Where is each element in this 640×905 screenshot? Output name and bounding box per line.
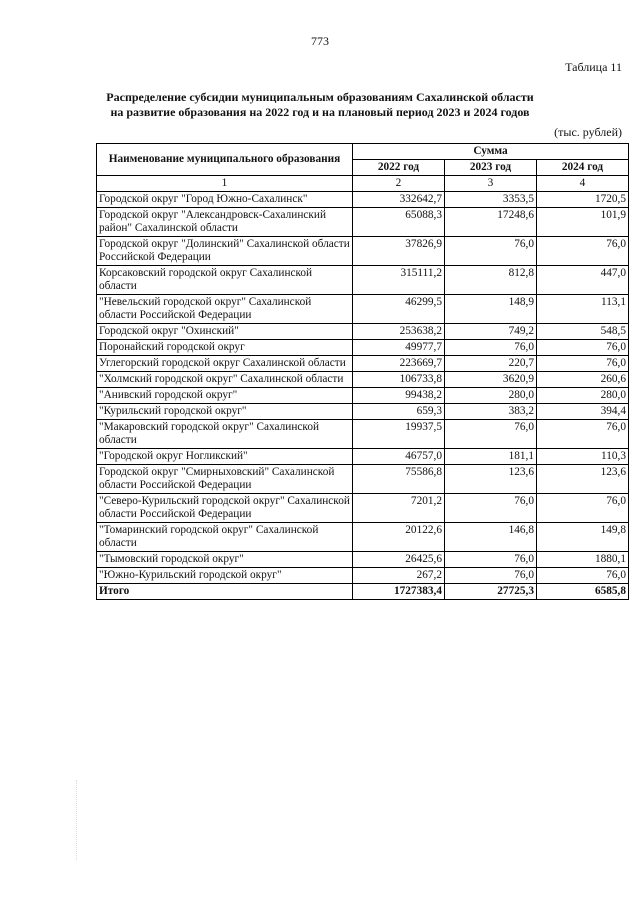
table-row (97, 449, 629, 465)
table-row (97, 324, 629, 340)
amount-2024: 447,0 (537, 266, 629, 295)
table-body (97, 192, 629, 600)
amount-2024: 101,9 (537, 208, 629, 237)
amount-2023: 76,0 (445, 568, 537, 584)
title-line-2: на развитие образования на 2022 год и на плановый период 2023 и 2024 годов (110, 105, 530, 119)
amount-2023: 76,0 (445, 420, 537, 449)
municipality-name: Городской округ "Охинский" (97, 324, 353, 340)
total-row (97, 584, 629, 600)
amount-2023: 76,0 (445, 237, 537, 266)
column-index: 4 (537, 176, 629, 192)
amount-2022: 20122,6 (353, 523, 445, 552)
amount-2023: 220,7 (445, 356, 537, 372)
amount-2024: 76,0 (537, 237, 629, 266)
header-sum-column: Сумма (353, 144, 629, 160)
amount-2022: 49977,7 (353, 340, 445, 356)
table-row (97, 208, 629, 237)
municipality-name: "Северо-Курильский городской округ" Сахалинской области Российской Федерации (97, 494, 353, 523)
total-2022: 1727383,4 (353, 584, 445, 600)
amount-2023: 76,0 (445, 494, 537, 523)
total-2023: 27725,3 (445, 584, 537, 600)
amount-2024: 394,4 (537, 404, 629, 420)
municipality-name: Поронайский городской округ (97, 340, 353, 356)
municipality-name: Городской округ "Александровск-Сахалинский район" Сахалинской области (97, 208, 353, 237)
column-index: 3 (445, 176, 537, 192)
units-label: (тыс. рублей) (554, 125, 622, 139)
amount-2022: 267,2 (353, 568, 445, 584)
amount-2022: 659,3 (353, 404, 445, 420)
amount-2022: 46299,5 (353, 295, 445, 324)
municipality-name: "Южно-Курильский городской округ" (97, 568, 353, 584)
amount-2024: 1880,1 (537, 552, 629, 568)
amount-2022: 46757,0 (353, 449, 445, 465)
table-row (97, 523, 629, 552)
municipality-name: "Городской округ Ногликский" (97, 449, 353, 465)
amount-2023: 76,0 (445, 340, 537, 356)
table-row (97, 372, 629, 388)
amount-2024: 110,3 (537, 449, 629, 465)
amount-2023: 812,8 (445, 266, 537, 295)
table-row (97, 266, 629, 295)
amount-2023: 181,1 (445, 449, 537, 465)
column-index: 1 (97, 176, 353, 192)
municipality-name: "Тымовский городской округ" (97, 552, 353, 568)
document-title (0, 90, 640, 120)
scan-margin-line (76, 780, 78, 860)
subsidy-table (96, 143, 629, 600)
amount-2022: 99438,2 (353, 388, 445, 404)
page-number: 773 (311, 34, 329, 48)
table-row (97, 404, 629, 420)
amount-2022: 253638,2 (353, 324, 445, 340)
amount-2022: 106733,8 (353, 372, 445, 388)
table-label: Таблица 11 (565, 60, 622, 74)
header-year-2023: 2023 год (445, 160, 537, 176)
amount-2024: 76,0 (537, 568, 629, 584)
amount-2024: 76,0 (537, 340, 629, 356)
table-row (97, 568, 629, 584)
column-index: 2 (353, 176, 445, 192)
municipality-name: Корсаковский городской округ Сахалинской области (97, 266, 353, 295)
table-row (97, 388, 629, 404)
amount-2022: 7201,2 (353, 494, 445, 523)
table-row (97, 494, 629, 523)
amount-2024: 76,0 (537, 420, 629, 449)
table-row (97, 295, 629, 324)
amount-2022: 19937,5 (353, 420, 445, 449)
table-row (97, 465, 629, 494)
table-row (97, 420, 629, 449)
municipality-name: Углегорский городской округ Сахалинской области (97, 356, 353, 372)
municipality-name: "Макаровский городской округ" Сахалинской области (97, 420, 353, 449)
table-row (97, 552, 629, 568)
amount-2022: 332642,7 (353, 192, 445, 208)
header-year-2022: 2022 год (353, 160, 445, 176)
municipality-name: "Томаринский городской округ" Сахалинской области (97, 523, 353, 552)
municipality-name: "Невельский городской округ" Сахалинской области Российской Федерации (97, 295, 353, 324)
municipality-name: "Курильский городской округ" (97, 404, 353, 420)
amount-2023: 76,0 (445, 552, 537, 568)
table-row (97, 192, 629, 208)
municipality-name: Городской округ "Город Южно-Сахалинск" (97, 192, 353, 208)
amount-2022: 75586,8 (353, 465, 445, 494)
header-name-column: Наименование муниципального образования (97, 144, 353, 176)
amount-2023: 123,6 (445, 465, 537, 494)
amount-2024: 548,5 (537, 324, 629, 340)
amount-2024: 76,0 (537, 494, 629, 523)
amount-2024: 149,8 (537, 523, 629, 552)
municipality-name: "Холмский городской округ" Сахалинской области (97, 372, 353, 388)
amount-2023: 148,9 (445, 295, 537, 324)
amount-2023: 383,2 (445, 404, 537, 420)
title-line-1: Распределение субсидии муниципальным образованиям Сахалинской области (106, 90, 534, 104)
total-2024: 6585,8 (537, 584, 629, 600)
amount-2023: 749,2 (445, 324, 537, 340)
amount-2023: 146,8 (445, 523, 537, 552)
amount-2024: 280,0 (537, 388, 629, 404)
amount-2024: 113,1 (537, 295, 629, 324)
amount-2022: 37826,9 (353, 237, 445, 266)
amount-2024: 1720,5 (537, 192, 629, 208)
amount-2022: 315111,2 (353, 266, 445, 295)
amount-2023: 3620,9 (445, 372, 537, 388)
amount-2023: 280,0 (445, 388, 537, 404)
amount-2024: 76,0 (537, 356, 629, 372)
amount-2022: 223669,7 (353, 356, 445, 372)
total-label: Итого (97, 584, 353, 600)
table-row (97, 356, 629, 372)
table-row (97, 237, 629, 266)
municipality-name: "Анивский городской округ" (97, 388, 353, 404)
amount-2023: 17248,6 (445, 208, 537, 237)
municipality-name: Городской округ "Смирныховский" Сахалинской области Российской Федерации (97, 465, 353, 494)
municipality-name: Городской округ "Долинский" Сахалинской области Российской Федерации (97, 237, 353, 266)
table-row (97, 340, 629, 356)
amount-2024: 260,6 (537, 372, 629, 388)
header-year-2024: 2024 год (537, 160, 629, 176)
amount-2022: 65088,3 (353, 208, 445, 237)
amount-2023: 3353,5 (445, 192, 537, 208)
amount-2024: 123,6 (537, 465, 629, 494)
amount-2022: 26425,6 (353, 552, 445, 568)
